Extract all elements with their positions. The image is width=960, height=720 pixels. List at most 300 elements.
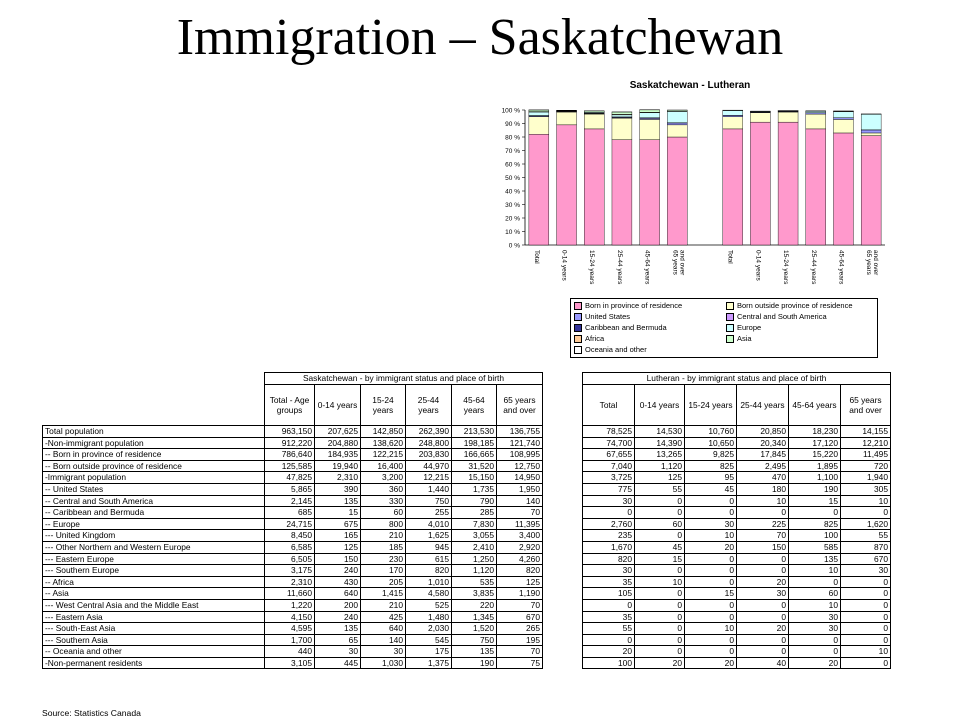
table-cell: 1,625 <box>406 530 452 542</box>
table-cell: 204,880 <box>315 437 361 449</box>
table-cell: 15 <box>789 495 841 507</box>
x-tick-label: 15-24 years <box>782 250 790 285</box>
table-cell: 0 <box>841 588 891 600</box>
row-label: --- Southern Asia <box>43 634 265 646</box>
y-tick-label: 60 % <box>505 161 520 169</box>
row-label: Total population <box>43 426 265 438</box>
table-cell: 16,400 <box>361 460 406 472</box>
table-cell: 105 <box>583 588 635 600</box>
table-cell: 135 <box>315 623 361 635</box>
table-row <box>43 437 543 449</box>
x-tick-label: 15-24 years <box>588 250 596 285</box>
blank-corner <box>43 385 265 426</box>
table-cell: 20 <box>685 657 737 669</box>
bar-segment <box>584 129 604 245</box>
table-cell: 3,105 <box>265 657 315 669</box>
bar-segment <box>529 110 549 112</box>
table-cell: 6,505 <box>265 553 315 565</box>
table-cell: 125 <box>315 541 361 553</box>
table-cell: 0 <box>685 634 737 646</box>
table-cell: 4,595 <box>265 623 315 635</box>
column-header: 0-14 years <box>315 385 361 426</box>
table-cell: 121,740 <box>497 437 543 449</box>
table-cell: 0 <box>737 507 789 519</box>
table-cell: 440 <box>265 646 315 658</box>
table-cell: 170 <box>361 565 406 577</box>
table-cell: 240 <box>315 565 361 577</box>
table-row <box>43 530 543 542</box>
table-cell: 70 <box>497 646 543 658</box>
table-cell: 670 <box>497 611 543 623</box>
bar-segment <box>861 133 881 136</box>
row-label: -Immigrant population <box>43 472 265 484</box>
row-label: --- Eastern Asia <box>43 611 265 623</box>
table-cell: 0 <box>685 576 737 588</box>
legend-item <box>726 301 874 311</box>
table-cell: 15,220 <box>789 449 841 461</box>
table-cell: 3,055 <box>452 530 497 542</box>
table-cell: 470 <box>737 472 789 484</box>
bar-segment <box>778 112 798 122</box>
table-cell: 100 <box>583 657 635 669</box>
table-cell: 10 <box>737 495 789 507</box>
table-row <box>43 634 543 646</box>
legend-label: Africa <box>585 334 605 343</box>
x-tick-label: 25-44 years <box>615 250 623 285</box>
table-cell: 0 <box>583 599 635 611</box>
bar-segment <box>723 111 743 116</box>
bar-segment <box>667 125 687 137</box>
legend-item <box>574 301 722 311</box>
table-cell: 1,620 <box>841 518 891 530</box>
column-header: 0-14 years <box>635 385 685 426</box>
table-cell: 1,480 <box>406 611 452 623</box>
legend-item <box>574 334 722 344</box>
bar-segment <box>861 130 881 133</box>
table-cell: 0 <box>635 634 685 646</box>
legend-item <box>574 323 722 333</box>
table-cell: 790 <box>452 495 497 507</box>
table-cell: 230 <box>361 553 406 565</box>
table-cell: 30 <box>789 611 841 623</box>
y-tick-label: 50 % <box>505 175 520 182</box>
y-tick-label: 30 % <box>505 202 520 209</box>
table-cell: 18,230 <box>789 426 841 438</box>
table-cell: 205 <box>361 576 406 588</box>
table-cell: 30 <box>789 623 841 635</box>
table-cell: 225 <box>737 518 789 530</box>
table-row <box>43 599 543 611</box>
table-cell: 108,995 <box>497 449 543 461</box>
legend-swatch <box>574 335 582 343</box>
table-cell: 0 <box>789 576 841 588</box>
table-cell: 13,265 <box>635 449 685 461</box>
table-cell: 1,345 <box>452 611 497 623</box>
table-cell: 240 <box>315 611 361 623</box>
table-cell: 0 <box>841 611 891 623</box>
x-tick-label: 45-64 years <box>643 250 651 285</box>
table-cell: 525 <box>406 599 452 611</box>
table-cell: 138,620 <box>361 437 406 449</box>
table-cell: 640 <box>315 588 361 600</box>
table-cell: 35 <box>583 576 635 588</box>
row-label: -- United States <box>43 483 265 495</box>
table-cell: 203,830 <box>406 449 452 461</box>
bar-segment <box>612 140 632 245</box>
bar-segment <box>750 122 770 245</box>
bar-segment <box>723 117 743 129</box>
legend-item <box>726 323 874 333</box>
table-cell: 285 <box>452 507 497 519</box>
table-cell: 175 <box>406 646 452 658</box>
table-cell: 0 <box>685 507 737 519</box>
legend-swatch <box>574 302 582 310</box>
table-cell: 1,010 <box>406 576 452 588</box>
legend-item <box>574 345 722 355</box>
row-label: --- South-East Asia <box>43 623 265 635</box>
table-cell: 20,850 <box>737 426 789 438</box>
table-row <box>583 611 891 623</box>
table-cell: 870 <box>841 541 891 553</box>
table-cell: 2,495 <box>737 460 789 472</box>
table-row <box>43 472 543 484</box>
table-cell: 675 <box>315 518 361 530</box>
x-tick-label: Total <box>532 250 540 264</box>
table-cell: 30 <box>315 646 361 658</box>
bar-segment <box>612 118 632 140</box>
table-cell: 74,700 <box>583 437 635 449</box>
bar-segment <box>584 114 604 129</box>
table-cell: 1,190 <box>497 588 543 600</box>
row-label: --- Other Northern and Western Europe <box>43 541 265 553</box>
table-cell: 2,410 <box>452 541 497 553</box>
table-cell: 19,940 <box>315 460 361 472</box>
table-cell: 15,150 <box>452 472 497 484</box>
legend-item <box>726 312 874 322</box>
table-cell: 55 <box>635 483 685 495</box>
column-header: 45-64 years <box>452 385 497 426</box>
table-cell: 11,660 <box>265 588 315 600</box>
table-row <box>43 657 543 669</box>
table-cell: 7,040 <box>583 460 635 472</box>
table-cell: 17,120 <box>789 437 841 449</box>
table-cell: 545 <box>406 634 452 646</box>
bar-segment <box>612 112 632 114</box>
column-header: 65 years and over <box>497 385 543 426</box>
table-row <box>43 495 543 507</box>
row-label: -- Caribbean and Bermuda <box>43 507 265 519</box>
table-cell: 7,830 <box>452 518 497 530</box>
y-tick-label: 90 % <box>505 121 520 128</box>
table-row <box>43 449 543 461</box>
table-cell: 1,440 <box>406 483 452 495</box>
table-row <box>43 426 543 438</box>
legend-item <box>726 334 874 344</box>
table-cell: 75 <box>497 657 543 669</box>
table-cell: 20 <box>737 623 789 635</box>
table-cell: 14,950 <box>497 472 543 484</box>
table-cell: 0 <box>789 646 841 658</box>
table-cell: 2,030 <box>406 623 452 635</box>
table-cell: 44,970 <box>406 460 452 472</box>
table-row <box>583 541 891 553</box>
table-cell: 0 <box>841 623 891 635</box>
table-cell: 0 <box>841 576 891 588</box>
bar-segment <box>833 112 853 118</box>
y-tick-label: 20 % <box>505 215 520 223</box>
table-cell: 31,520 <box>452 460 497 472</box>
column-header: 65 years and over <box>841 385 891 426</box>
table-cell: 0 <box>685 495 737 507</box>
table-cell: 800 <box>361 518 406 530</box>
table-cell: 3,400 <box>497 530 543 542</box>
legend-label: Caribbean and Bermuda <box>585 323 667 332</box>
table-cell: 585 <box>789 541 841 553</box>
legend-swatch <box>726 335 734 343</box>
table-cell: 195 <box>497 634 543 646</box>
table-cell: 1,030 <box>361 657 406 669</box>
table-cell: 775 <box>583 483 635 495</box>
table-cell: 67,655 <box>583 449 635 461</box>
column-header: 15-24 years <box>685 385 737 426</box>
table-cell: 184,935 <box>315 449 361 461</box>
table-cell: 185 <box>361 541 406 553</box>
y-tick-label: 40 % <box>505 188 520 196</box>
table-row <box>43 553 543 565</box>
table-row <box>583 634 891 646</box>
table-cell: 0 <box>583 507 635 519</box>
x-tick-label: 0-14 years <box>560 250 568 281</box>
table-cell: 820 <box>406 565 452 577</box>
table-cell: 0 <box>635 646 685 658</box>
table-cell: 40 <box>737 657 789 669</box>
table-cell: 0 <box>583 634 635 646</box>
legend-label: United States <box>585 312 631 321</box>
table-cell: 12,750 <box>497 460 543 472</box>
table-cell: 1,415 <box>361 588 406 600</box>
table-row <box>43 588 543 600</box>
table-cell: 430 <box>315 576 361 588</box>
table-cell: 190 <box>789 483 841 495</box>
table-cell: 14,530 <box>635 426 685 438</box>
legend-swatch <box>726 313 734 321</box>
table-cell: 125 <box>635 472 685 484</box>
source-note: Source: Statistics Canada <box>42 708 141 718</box>
table-cell: 166,665 <box>452 449 497 461</box>
table-cell: 65 <box>315 634 361 646</box>
bar-segment <box>667 123 687 125</box>
x-tick-label: 45-64 years <box>837 250 845 285</box>
table-cell: 20 <box>685 541 737 553</box>
table-cell: 912,220 <box>265 437 315 449</box>
blank-corner <box>43 373 265 385</box>
table-cell: 24,715 <box>265 518 315 530</box>
table-cell: 0 <box>841 657 891 669</box>
column-header: Total - Age groups <box>265 385 315 426</box>
table-cell: 12,210 <box>841 437 891 449</box>
chart-legend <box>570 298 878 358</box>
table-cell: 60 <box>635 518 685 530</box>
table-cell: 3,175 <box>265 565 315 577</box>
table-cell: 3,835 <box>452 588 497 600</box>
bar-segment <box>861 136 881 245</box>
legend-label: Born in province of residence <box>585 301 683 310</box>
table-cell: 8,450 <box>265 530 315 542</box>
table-cell: 47,825 <box>265 472 315 484</box>
table-cell: 125 <box>497 576 543 588</box>
table-cell: 255 <box>406 507 452 519</box>
chart-title: Saskatchewan - Lutheran <box>629 80 751 91</box>
column-header: 15-24 years <box>361 385 406 426</box>
table-cell: 180 <box>737 483 789 495</box>
table-cell: 0 <box>635 599 685 611</box>
table-title: Saskatchewan - by immigrant status and place of birth <box>265 373 543 385</box>
table-cell: 1,120 <box>635 460 685 472</box>
table-cell: 9,825 <box>685 449 737 461</box>
table-row <box>43 623 543 635</box>
table-cell: 10,760 <box>685 426 737 438</box>
x-tick-label: Total <box>726 250 734 264</box>
table-cell: 305 <box>841 483 891 495</box>
table-cell: 30 <box>685 518 737 530</box>
table-cell: 670 <box>841 553 891 565</box>
table-cell: 30 <box>361 646 406 658</box>
table-row <box>583 518 891 530</box>
table-cell: 0 <box>635 588 685 600</box>
table-cell: 150 <box>315 553 361 565</box>
table-cell: 198,185 <box>452 437 497 449</box>
table-cell: 1,220 <box>265 599 315 611</box>
table-cell: 10 <box>841 646 891 658</box>
table-cell: 10 <box>685 530 737 542</box>
table-cell: 825 <box>685 460 737 472</box>
bar-segment <box>640 119 660 139</box>
table-cell: 10 <box>685 623 737 635</box>
table-cell: 720 <box>841 460 891 472</box>
table-cell: 15 <box>315 507 361 519</box>
table-cell: 750 <box>406 495 452 507</box>
table-row <box>43 646 543 658</box>
bar-segment <box>833 118 853 120</box>
table-cell: 820 <box>583 553 635 565</box>
legend-label: Central and South America <box>737 312 827 321</box>
bar-segment <box>529 134 549 245</box>
stacked-bar-chart <box>495 100 890 300</box>
table-cell: 15 <box>685 588 737 600</box>
row-label: -- Africa <box>43 576 265 588</box>
legend-label: Asia <box>737 334 752 343</box>
table-cell: 0 <box>737 565 789 577</box>
bar-segment <box>723 129 743 245</box>
table-cell: 640 <box>361 623 406 635</box>
slide-title: Immigration – Saskatchewan <box>176 9 784 66</box>
table-row <box>583 576 891 588</box>
table-cell: 220 <box>452 599 497 611</box>
table-row <box>43 565 543 577</box>
x-tick-label: 25-44 years <box>809 250 817 285</box>
table-title: Lutheran - by immigrant status and place of birth <box>583 373 891 385</box>
table-row <box>583 623 891 635</box>
table-cell: 0 <box>635 565 685 577</box>
bar-segment <box>750 113 770 122</box>
row-label: --- West Central Asia and the Middle East <box>43 599 265 611</box>
table-cell: 30 <box>737 588 789 600</box>
bar-segment <box>778 122 798 245</box>
table-row <box>583 426 891 438</box>
table-cell: 210 <box>361 530 406 542</box>
row-label: --- United Kingdom <box>43 530 265 542</box>
legend-swatch <box>574 346 582 354</box>
table-cell: 150 <box>737 541 789 553</box>
table-cell: 2,145 <box>265 495 315 507</box>
table-cell: 10 <box>635 576 685 588</box>
table-cell: 820 <box>497 565 543 577</box>
table-cell: 750 <box>452 634 497 646</box>
table-row <box>583 449 891 461</box>
table-cell: 140 <box>497 495 543 507</box>
row-label: -Non-immigrant population <box>43 437 265 449</box>
table-cell: 235 <box>583 530 635 542</box>
table-cell: 685 <box>265 507 315 519</box>
table-cell: 6,585 <box>265 541 315 553</box>
table-cell: 207,625 <box>315 426 361 438</box>
table-row <box>43 460 543 472</box>
table-row <box>43 576 543 588</box>
table-cell: 1,250 <box>452 553 497 565</box>
table-cell: 0 <box>635 530 685 542</box>
table-cell: 4,580 <box>406 588 452 600</box>
table-cell: 210 <box>361 599 406 611</box>
table-cell: 265 <box>497 623 543 635</box>
table-cell: 0 <box>685 646 737 658</box>
row-label: -- Central and South America <box>43 495 265 507</box>
table-cell: 1,375 <box>406 657 452 669</box>
table-cell: 0 <box>737 646 789 658</box>
legend-item <box>574 312 722 322</box>
table-cell: 0 <box>635 611 685 623</box>
table-cell: 945 <box>406 541 452 553</box>
table-cell: 0 <box>635 495 685 507</box>
y-tick-label: 100 % <box>501 107 520 115</box>
table-cell: 17,845 <box>737 449 789 461</box>
row-label: --- Eastern Europe <box>43 553 265 565</box>
table-cell: 786,640 <box>265 449 315 461</box>
table-cell: 0 <box>737 634 789 646</box>
y-tick-label: 70 % <box>505 148 520 155</box>
table-row <box>583 495 891 507</box>
bar-segment <box>529 112 549 116</box>
column-header: Total <box>583 385 635 426</box>
table-cell: 5,865 <box>265 483 315 495</box>
table-cell: 200 <box>315 599 361 611</box>
table-cell: 535 <box>452 576 497 588</box>
bar-segment <box>806 114 826 129</box>
table-cell: 0 <box>737 611 789 623</box>
table-cell: 122,215 <box>361 449 406 461</box>
table-row <box>583 646 891 658</box>
bar-segment <box>806 129 826 245</box>
column-header: 25-44 years <box>406 385 452 426</box>
table-cell: 14,155 <box>841 426 891 438</box>
legend-label: Europe <box>737 323 762 332</box>
column-header: 25-44 years <box>737 385 789 426</box>
bar-segment <box>640 113 660 118</box>
table-cell: 95 <box>685 472 737 484</box>
table-row <box>583 483 891 495</box>
table-row <box>583 565 891 577</box>
table-cell: 360 <box>361 483 406 495</box>
table-cell: 55 <box>841 530 891 542</box>
